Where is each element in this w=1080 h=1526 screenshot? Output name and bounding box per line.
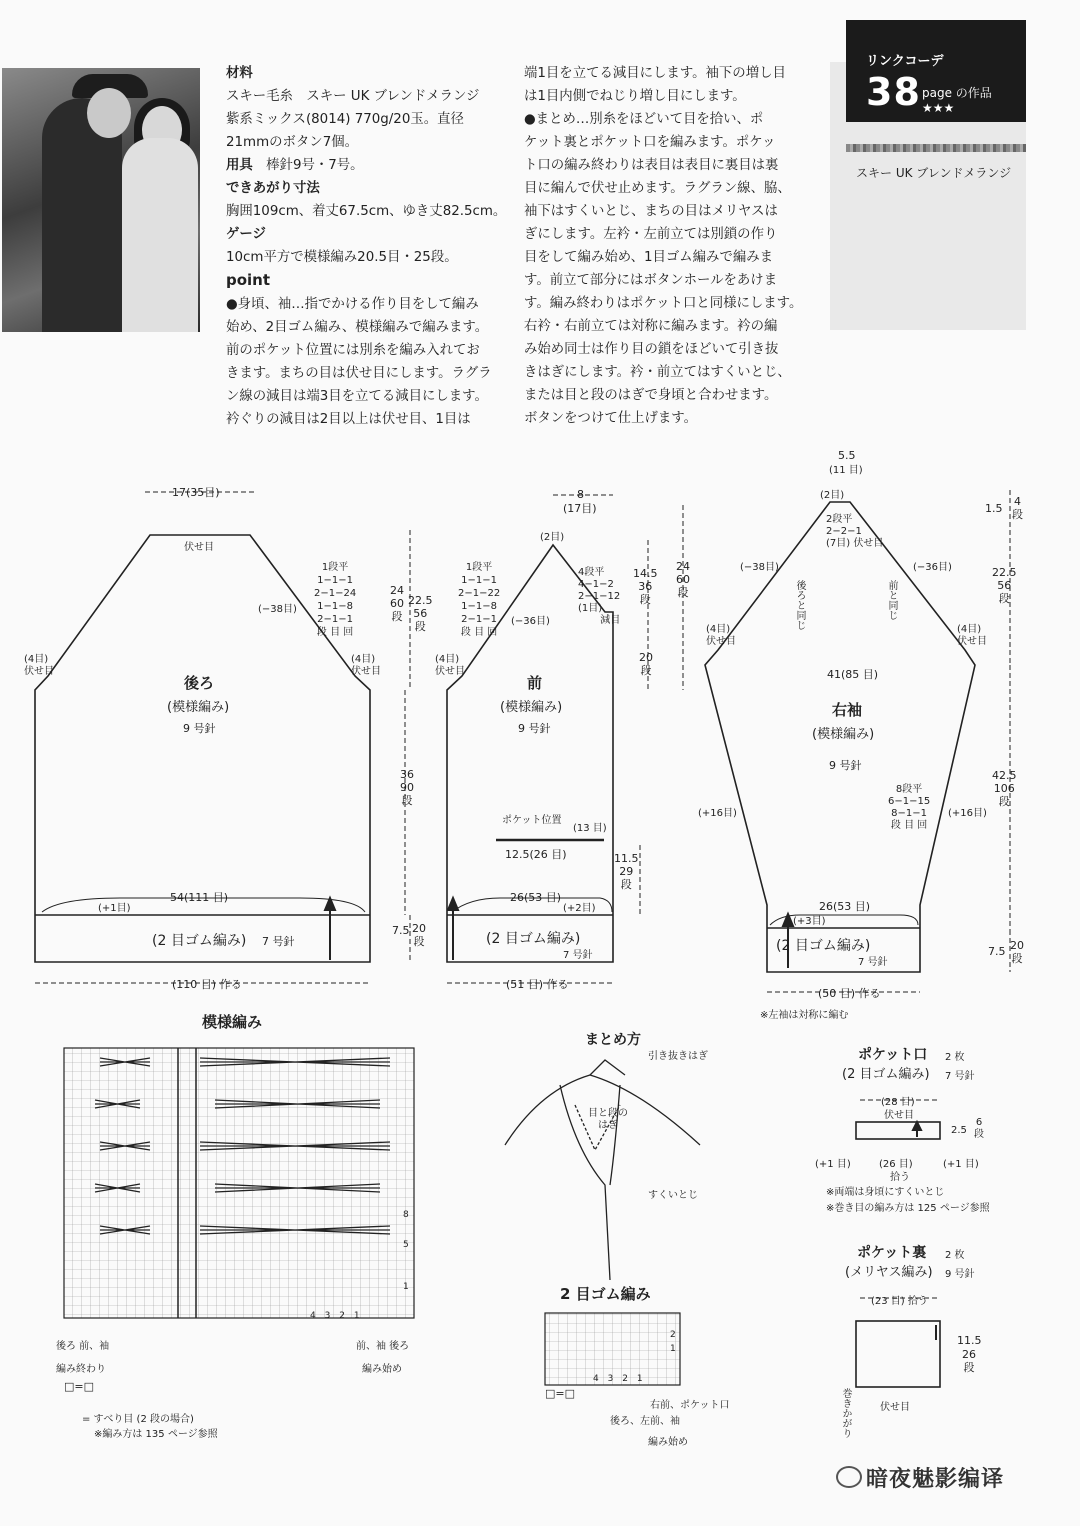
front-pattern: (模様編み) <box>500 700 563 715</box>
badge-page: page の作品 ★★★ <box>922 86 992 115</box>
back-top-width: 17(35目) <box>172 486 220 499</box>
sleeve-needle: 9 号針 <box>829 759 862 772</box>
pocket-mouth-h2: 6 段 <box>974 1117 984 1140</box>
front-cast-on: (51 目) 作る <box>506 978 569 991</box>
tools-body: 棒針9号・7号。 <box>266 158 364 173</box>
pocket-mouth-title: ポケット口 <box>858 1047 928 1063</box>
front-pocket-width: 12.5(26 目) <box>505 848 567 861</box>
pattern-chart-row-5: 5 <box>403 1240 409 1250</box>
finishing-label-3: すくいとじ <box>648 1190 698 1201</box>
pocket-back-sub: (メリヤス編み) <box>845 1265 933 1280</box>
sleeve-cast-on: (50 目) 作る <box>818 987 881 1000</box>
size-body: 胸囲109cm、着丈67.5cm、ゆき丈82.5cm。 <box>226 204 507 219</box>
materials-body: スキー毛糸 スキー UK ブレンドメランジ 紫系ミックス(8014) 770g/20玉。直径 21mmのボタン7個。 <box>226 89 480 150</box>
pocket-mouth-bindoff: 伏せ目 <box>884 1110 914 1121</box>
pattern-chart-row-8: 8 <box>403 1210 409 1220</box>
pattern-chart-right-sub: 編み始め <box>362 1364 402 1375</box>
pocket-back-bindoff: 伏せ目 <box>880 1402 910 1413</box>
pocket-back-needle: 9 号針 <box>945 1269 975 1280</box>
sleeve-top2: (2目) <box>820 490 845 501</box>
front-plus: (+2目) <box>563 903 596 914</box>
back-dim-36: 36 90 段 <box>400 768 414 807</box>
rib-chart-col-nums: 4 3 2 1 <box>593 1374 646 1384</box>
front-width: 26(53 目) <box>510 891 562 904</box>
finishing-label-2: 目と段の はぎ <box>588 1108 628 1131</box>
front-dim-24: 24 60 段 <box>676 560 690 599</box>
back-dim-24: 24 60 段 <box>390 584 404 623</box>
gauge-body: 10cm平方で模様編み20.5目・25段。 <box>226 250 458 265</box>
gauge-title: ゲージ <box>226 227 266 242</box>
point-title: point <box>226 271 271 289</box>
badge-line1: リンクコーデ <box>866 54 944 69</box>
point-body: ●身頃、袖…指でかける作り目をして編み 始め、2目ゴム編み、模様編みで編みます。 前のポケット位置には別糸を編み入れてお きます。まちの目は伏せ目にします。ラグラ ン線の減目は端3目を立てる減目にします。 衿ぐりの減目は2目以上は伏せ目、1目は <box>226 297 492 427</box>
pocket-mouth-note2: ※巻き目の編み方は 125 ページ参照 <box>826 1203 990 1214</box>
pocket-back-h2: 26 段 <box>962 1348 976 1374</box>
sleeve-top-b: (11 目) <box>829 465 863 476</box>
finishing-diagram <box>505 1060 700 1280</box>
sleeve-plus3: (+3目) <box>793 916 826 927</box>
back-title: 後ろ <box>184 674 215 692</box>
pocket-back-wrap: 巻きかがり <box>840 1388 851 1438</box>
front-left-bindoff: (4目) 伏せ目 <box>435 654 465 677</box>
pattern-chart-right-label: 前、袖 後ろ <box>356 1341 410 1352</box>
sleeve-dim-4: 4 段 <box>1012 495 1023 521</box>
rib-chart-label-2: 後ろ、左前、袖 <box>610 1416 680 1427</box>
pocket-back-pick: (23 目) 拾う <box>871 1296 928 1307</box>
back-dim-75: 7.5 <box>392 924 410 937</box>
sleeve-width: 41(85 目) <box>827 668 879 681</box>
pocket-mouth-count: 2 枚 <box>945 1052 965 1063</box>
pattern-chart-left-sub: 編み終わり <box>56 1364 106 1375</box>
back-dec-table: 1段平 1−1−1 2−1−24 1−1−8 2−1−1 段 目 回 <box>314 562 357 638</box>
sleeve-rib: (2 目ゴム編み) <box>776 938 871 954</box>
pocket-mouth-note1: ※両端は身頃にすくいとじ <box>826 1187 945 1198</box>
back-rib: (2 目ゴム編み) <box>152 933 247 949</box>
sleeve-inc-table: 8段平 6−1−15 8−1−1 段 目 回 <box>888 784 931 831</box>
pattern-chart-legend3: ※編み方は 135 ページ参照 <box>94 1429 218 1440</box>
sleeve-note: ※左袖は対称に編む <box>760 1010 849 1021</box>
pocket-back-title: ポケット裏 <box>857 1245 927 1261</box>
sleeve-rib-needle: 7 号針 <box>858 957 888 968</box>
watermark: 暗夜魅影编译 <box>866 1467 1005 1492</box>
sleeve-dim-225: 22.5 56 段 <box>992 566 1017 605</box>
back-left-bindoff: (4目) 伏せ目 <box>24 654 54 677</box>
pocket-mouth-rect <box>856 1122 940 1139</box>
pocket-mouth-h: 2.5 <box>951 1125 967 1136</box>
sleeve-dim-15: 1.5 <box>985 502 1003 515</box>
pattern-chart-row-1: 1 <box>403 1282 409 1292</box>
back-width: 54(111 目) <box>170 891 229 904</box>
rib-chart-row-2: 2 <box>670 1330 676 1340</box>
pattern-chart-title: 模様編み <box>202 1013 263 1031</box>
front-dec-table: 1段平 1−1−1 2−1−22 1−1−8 2−1−1 段 目 回 <box>458 562 501 638</box>
sleeve-pattern: (模様編み) <box>812 727 875 742</box>
wechat-icon <box>836 1466 862 1488</box>
pattern-chart-legend2: = すべり目 (2 段の場合) <box>82 1414 194 1425</box>
front-pocket-position: ポケット位置 <box>502 815 562 826</box>
front-needle: 9 号針 <box>518 722 551 735</box>
rib-chart-legend: □=□ <box>545 1387 576 1400</box>
front-rib: (2 目ゴム編み) <box>486 931 581 947</box>
pocket-mouth-sub: (2 目ゴム編み) <box>842 1067 930 1082</box>
pattern-chart-grid <box>64 1048 414 1318</box>
sleeve-top-a: 5.5 <box>838 449 856 462</box>
front-neck-table: 4段平 4−1−2 2−1−12 (1目) 減目 <box>578 567 621 626</box>
pattern-chart-legend1: □=□ <box>64 1380 95 1393</box>
yarn-label: スキー UK ブレンドメランジ <box>856 166 1012 180</box>
finishing-title: まとめ方 <box>585 1032 641 1048</box>
badge-number: 38 <box>866 70 921 114</box>
sleeve-right-bindoff: (4目) 伏せ目 <box>957 624 987 647</box>
pocket-mouth-plus-right: (+1 目) <box>943 1159 979 1170</box>
pocket-back-rect <box>856 1321 940 1387</box>
front-top-sts: (17目) <box>563 502 597 515</box>
front-dim-145: 14.5 36 段 <box>633 567 658 606</box>
back-plus: (+1目) <box>98 903 131 914</box>
sleeve-lower-width: 26(53 目) <box>819 900 871 913</box>
front-rib-needle: 7 号針 <box>563 950 593 961</box>
pocket-mouth-pick2: 拾う <box>890 1172 910 1183</box>
back-minus: (−38目) <box>258 604 297 615</box>
back-dim-20: 20 段 <box>412 922 426 948</box>
front-top2: (2目) <box>540 532 565 543</box>
pocket-mouth-pick: (26 目) <box>879 1159 913 1170</box>
sleeve-plus-left: (+16目) <box>698 808 737 819</box>
front-title: 前 <box>527 674 543 692</box>
sleeve-title: 右袖 <box>832 701 863 719</box>
front-pocket-sts: (13 目) <box>573 823 607 834</box>
pattern-chart-col-nums: 4 3 2 1 <box>310 1311 363 1321</box>
sleeve-minus-left: (−38目) <box>740 562 779 573</box>
front-top-width: 8 <box>577 488 584 501</box>
back-cast-on: (110 目) 作る <box>172 978 242 991</box>
back-pattern: (模様編み) <box>167 700 230 715</box>
size-title: できあがり寸法 <box>226 181 320 196</box>
sleeve-left-bindoff: (4目) 伏せ目 <box>706 624 736 647</box>
rib-chart-label-1: 右前、ポケット口 <box>650 1400 730 1411</box>
tools-title: 用具 <box>226 158 253 173</box>
back-right-bindoff: (4目) 伏せ目 <box>351 654 381 677</box>
pocket-back-count: 2 枚 <box>945 1250 965 1261</box>
pocket-back-h: 11.5 <box>957 1334 982 1347</box>
sleeve-dim-425: 42.5 106 段 <box>992 769 1017 808</box>
pattern-chart-left-label: 後ろ 前、袖 <box>56 1341 110 1352</box>
sleeve-plus-right: (+16目) <box>948 808 987 819</box>
back-needle: 9 号針 <box>183 722 216 735</box>
back-rib-needle: 7 号針 <box>262 935 295 948</box>
sleeve-back-same: 後ろと同じ <box>794 580 805 630</box>
rib-chart-title: 2 目ゴム編み <box>560 1285 651 1303</box>
front-dim-20: 20 段 <box>639 651 653 677</box>
pocket-mouth-needle: 7 号針 <box>945 1071 975 1082</box>
rib-chart-row-1: 1 <box>670 1344 676 1354</box>
sleeve-front-same: 前と同じ <box>886 580 897 620</box>
pocket-mouth-sts: (28 目) <box>881 1097 915 1108</box>
sleeve-dim-75: 7.5 <box>988 945 1006 958</box>
sleeve-minus-right: (−36目) <box>913 562 952 573</box>
front-dim-115: 11.5 29 段 <box>614 852 639 891</box>
instructions-column-2: 端1目を立てる減目にします。袖下の増し目 は1目内側でねじり増し目にします。 ●まとめ…別糸をほどいて目を拾い、ポ ケット裏とポケット口を編みます。ポケッ ト口の編み終わりは表目は表目に裏目は裏 目に編んで伏せ止めます。ラグラン線、脇、 袖下はすくいとじ、まちの目はメリヤスは ぎにします。左衿・左前立ては別鎖の作り 目をして編み始め、1目ゴム編みで編みま す。前立て部分にはボタンホールをあけま す。編み終わりはポケット口と同様にします。 右衿・右前立ては対称に編みます。衿の編 み始め同士は作り目の鎖をほどいて引き抜 きはぎにします。衿・前立てはすくいとじ、 または目と段のはぎで身頃と合わせます。 ボタンをつけて仕上げます。 <box>524 66 803 426</box>
front-minus: (−36目) <box>511 616 550 627</box>
back-bindoff: 伏せ目 <box>184 542 214 553</box>
sleeve-dim-20: 20 段 <box>1010 939 1024 965</box>
pocket-mouth-plus-left: (+1 目) <box>815 1159 851 1170</box>
back-dim-225: 22.5 56 段 <box>408 594 433 633</box>
sleeve-top-table: 2段平 2−2−1 (7目) 伏せ目 <box>826 514 884 549</box>
finishing-label-1: 引き抜きはぎ <box>648 1051 708 1062</box>
rib-chart-label-3: 編み始め <box>648 1437 688 1448</box>
materials-title: 材料 <box>226 66 253 81</box>
